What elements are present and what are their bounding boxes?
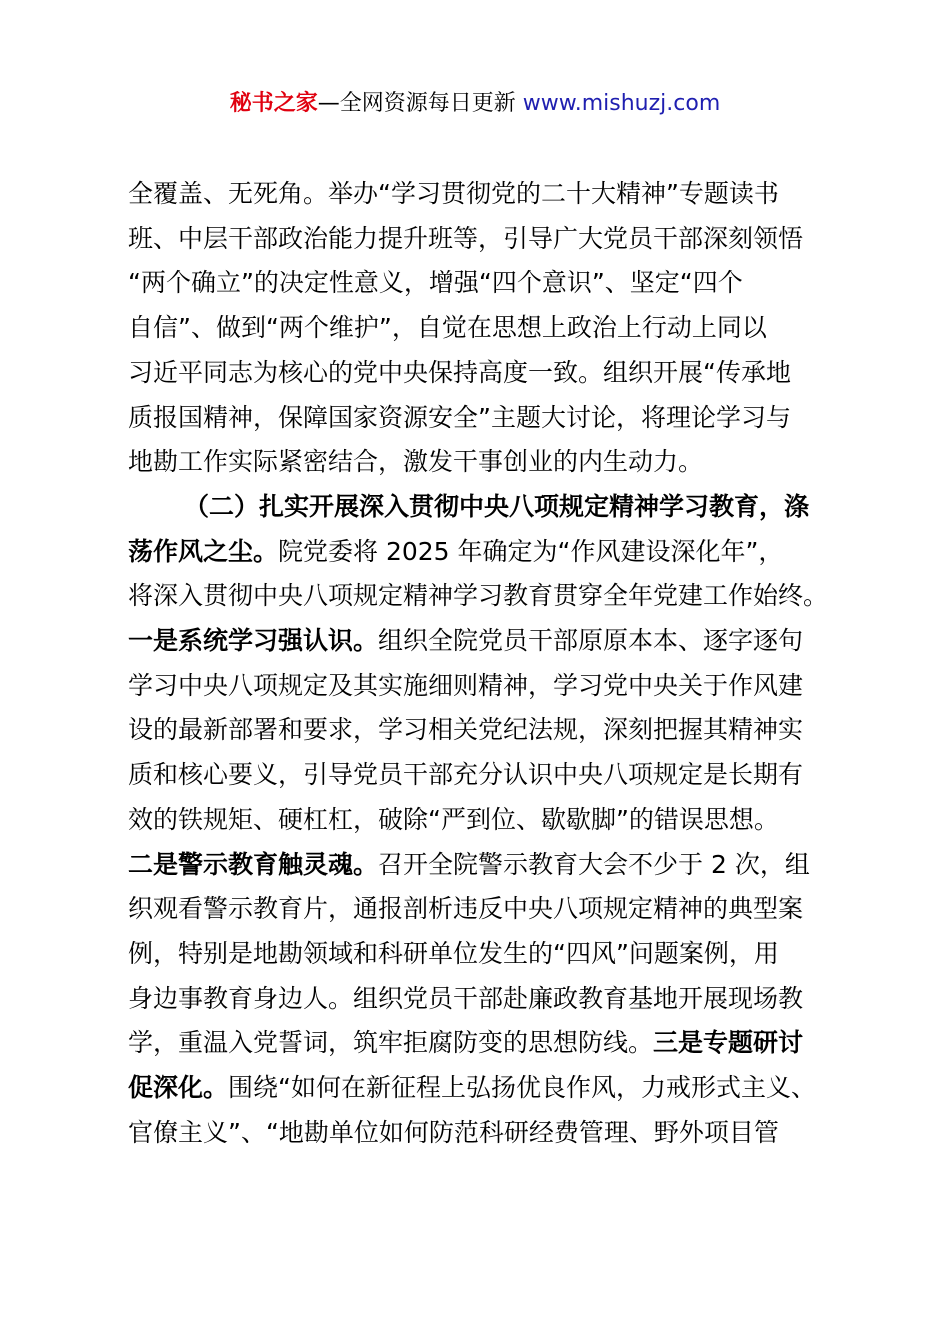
text-segment: 身边事教育身边人。组织党员干部赴廉政教育基地开展现场教 xyxy=(128,983,804,1013)
text-line xyxy=(128,1021,844,1066)
text-line xyxy=(128,619,844,664)
text-line xyxy=(128,574,844,619)
text-segment: 例，特别是地勘领域和科研单位发生的“四风”问题案例，用 xyxy=(128,938,779,968)
text-line xyxy=(128,261,844,306)
text-line xyxy=(128,396,844,441)
text-line xyxy=(128,977,844,1022)
text-line xyxy=(128,217,844,262)
text-line xyxy=(128,1111,844,1156)
text-line xyxy=(128,172,844,217)
site-brand: 秘书之家 xyxy=(229,91,318,116)
text-line xyxy=(128,306,844,351)
text-line xyxy=(128,530,844,575)
bold-text-segment: 一是系统学习强认识。 xyxy=(128,626,379,656)
text-line xyxy=(128,440,844,485)
text-segment: 召开全院警示教育大会不少于 2 次，组 xyxy=(378,849,810,879)
text-segment: 全覆盖、无死角。举办“学习贯彻党的二十大精神”专题读书 xyxy=(128,179,779,208)
text-segment: 学习中央八项规定及其实施细则精神，学习党中央关于作风建 xyxy=(128,670,804,700)
text-line xyxy=(128,708,844,753)
text-line xyxy=(128,1066,844,1111)
text-line xyxy=(128,887,844,932)
text-segment: 围绕“如何在新征程上弘扬优良作风，力戒形式主义、 xyxy=(228,1073,816,1103)
text-line xyxy=(128,753,844,798)
text-segment: 质和核心要义，引导党员干部充分认识中央八项规定是长期有 xyxy=(128,760,804,790)
text-segment: 习近平同志为核心的党中央保持高度一致。组织开展“传承地 xyxy=(128,357,791,387)
text-segment: 质报国精神，保障国家资源安全”主题大讨论，将理论学习与 xyxy=(128,402,791,432)
text-segment: 学，重温入党誓词，筑牢拒腐防变的思想防线。 xyxy=(128,1028,654,1058)
text-segment: 班、中层干部政治能力提升班等，引导广大党员干部深刻领悟 xyxy=(128,223,804,253)
bold-text-segment: （二）扎实开展深入贯彻中央八项规定精神学习教育，涤 xyxy=(184,491,810,521)
body-text xyxy=(128,172,844,1155)
text-line xyxy=(128,843,844,888)
bold-text-segment: 三是专题研讨 xyxy=(653,1028,804,1058)
document-body xyxy=(128,172,844,1155)
text-segment: 自信”、做到“两个维护”，自觉在思想上政治上行动上同以 xyxy=(128,313,767,343)
site-header xyxy=(0,88,950,120)
text-segment: 院党委将 2025 年确定为“作风建设深化年”， xyxy=(278,536,784,566)
text-line xyxy=(128,351,844,396)
text-line xyxy=(128,485,844,530)
text-segment: 设的最新部署和要求，学习相关党纪法规，深刻把握其精神实 xyxy=(128,715,804,745)
text-segment: 组织全院党员干部原原本本、逐字逐句 xyxy=(378,626,804,656)
text-line xyxy=(128,798,844,843)
text-segment: 织观看警示教育片，通报剖析违反中央八项规定精神的典型案 xyxy=(128,894,804,924)
text-segment: 地勘工作实际紧密结合，激发干事创业的内生动力。 xyxy=(128,447,704,477)
text-segment: “两个确立”的决定性意义，增强“四个意识”、坚定“四个 xyxy=(128,268,743,298)
site-tagline: —全网资源每日更新 xyxy=(317,91,523,116)
site-url-link[interactable]: www.mishuzj.com xyxy=(522,91,721,116)
bold-text-segment: 荡作风之尘。 xyxy=(128,536,279,566)
text-line xyxy=(128,932,844,977)
text-segment: 将深入贯彻中央八项规定精神学习教育贯穿全年党建工作始终。 xyxy=(128,581,829,611)
text-line xyxy=(128,664,844,709)
text-segment: 效的铁规矩、硬杠杠，破除“严到位、歇歇脚”的错误思想。 xyxy=(128,804,779,834)
bold-text-segment: 二是警示教育触灵魂。 xyxy=(128,849,379,879)
bold-text-segment: 促深化。 xyxy=(128,1073,229,1103)
text-segment: 官僚主义”、“地勘单位如何防范科研经费管理、野外项目管 xyxy=(128,1117,779,1147)
